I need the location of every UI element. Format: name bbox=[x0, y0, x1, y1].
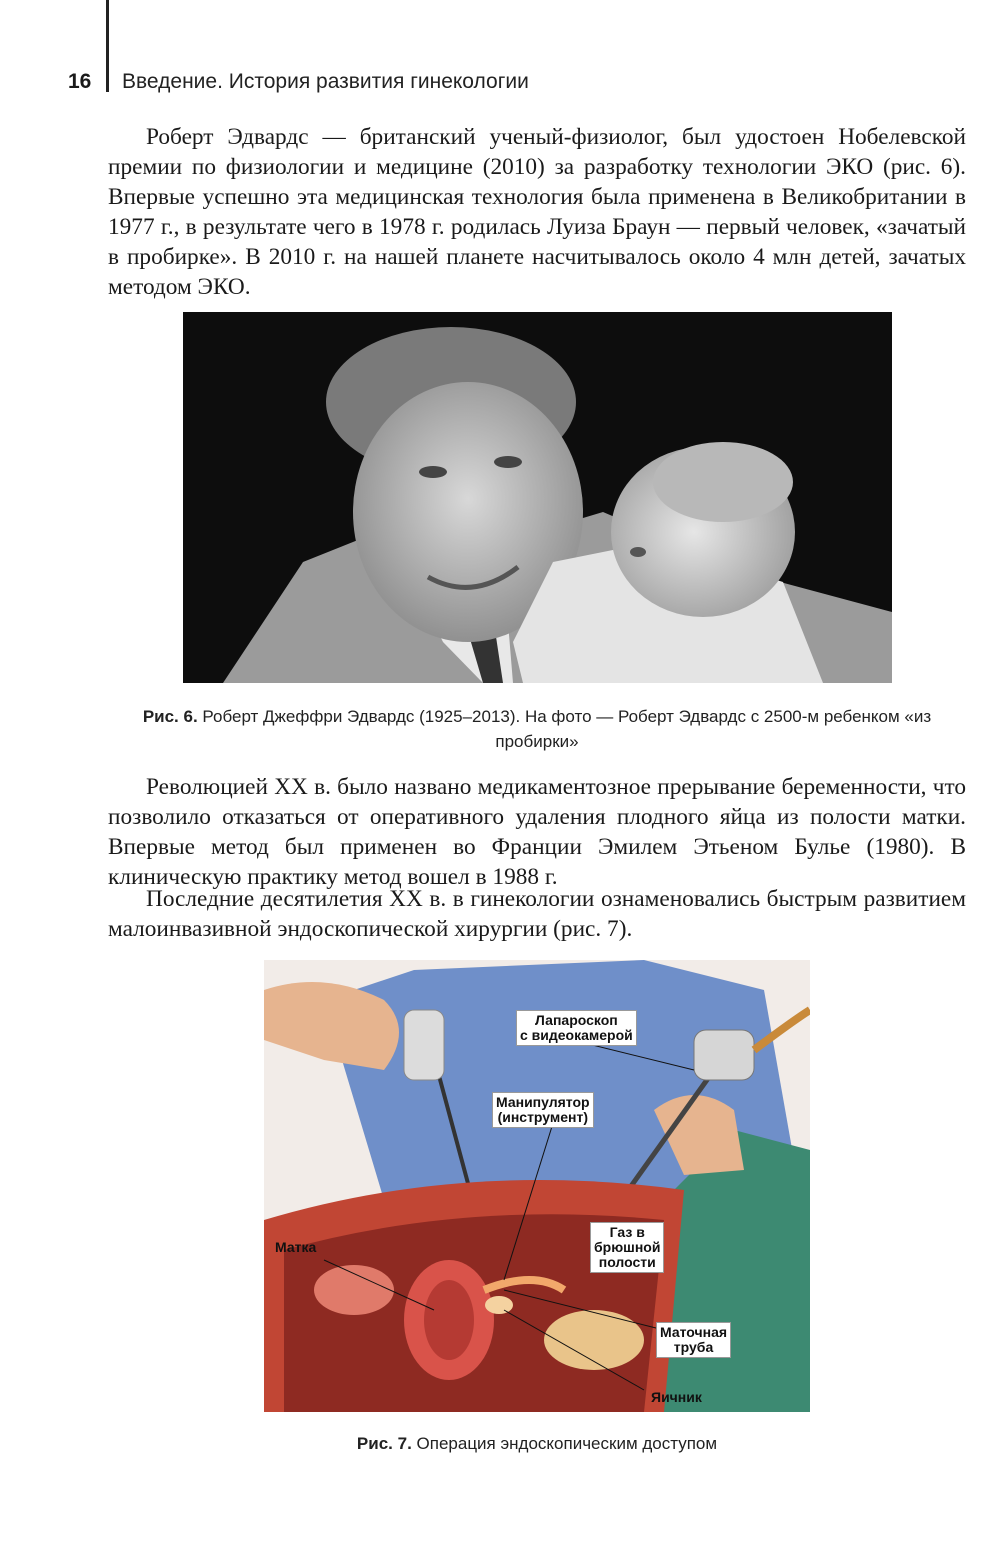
paragraph-edwards: Роберт Эдвардс — британский ученый-физиолог, был удостоен Нобелевской премии по физиологии и медицине (2010) за разработку технологии ЭКО (рис. 6). Впервые успешно эта медицинская технология была применена в Великобритании в 1977 г., в результате чего в 1978 г. родилась Луиза Браун — первый человек, «зачатый в пробирке». В 2010 г. на нашей планете насчитывалось около 4 млн детей, зачатых методом ЭКО. bbox=[108, 124, 966, 300]
paragraph-endoscopic-surgery: Последние десятилетия XX в. в гинекологии ознаменовались быстрым развитием малоинвазивной эндоскопической хирургии (рис. 7). bbox=[108, 886, 966, 942]
figure-6-caption bbox=[108, 704, 966, 754]
label-ovary: Яичник bbox=[651, 1389, 702, 1405]
illustration-endoscopic-surgery bbox=[264, 960, 810, 1412]
photo-edwards-with-baby bbox=[183, 312, 892, 683]
margin-rule bbox=[106, 0, 109, 92]
label-laparoscope: Лапароскоп с видеокамерой bbox=[516, 1010, 637, 1046]
page-number: 16 bbox=[68, 70, 92, 93]
label-fallopian-tube: Маточная труба bbox=[656, 1322, 731, 1358]
figure-6-text: Роберт Джеффри Эдвардс (1925–2013). На фото — Роберт Эдвардс с 2500-м ребенком «из пробирки» bbox=[197, 707, 932, 751]
photo-drawing bbox=[183, 312, 892, 683]
running-head: Введение. История развития гинекологии bbox=[122, 70, 529, 93]
label-gas: Газ в брюшной полости bbox=[590, 1222, 664, 1273]
figure-7-caption bbox=[108, 1431, 966, 1456]
label-manipulator: Манипулятор (инструмент) bbox=[492, 1092, 594, 1128]
paragraph-medical-abortion: Революцией XX в. было названо медикаментозное прерывание беременности, что позволило отказаться от оперативного удаления плодного яйца из полости матки. Впервые метод был применен во Франции Эмилем Этьеном Булье (1980). В клиническую практику метод вошел в 1988 г. bbox=[108, 774, 966, 890]
figure-7-text: Операция эндоскопическим доступом bbox=[411, 1434, 718, 1453]
figure-6-label: Рис. 6. bbox=[142, 707, 198, 726]
label-uterus: Матка bbox=[275, 1239, 317, 1255]
figure-7-label: Рис. 7. bbox=[356, 1434, 412, 1453]
